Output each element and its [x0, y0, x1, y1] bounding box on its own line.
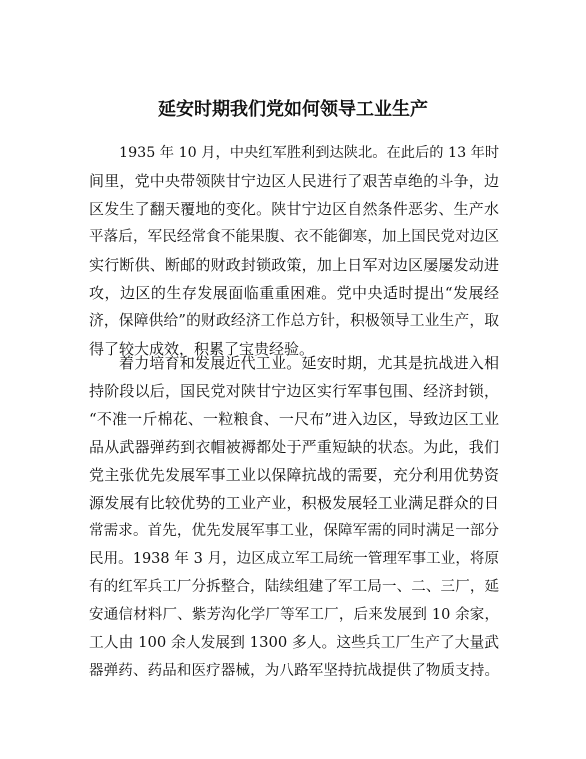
paragraph-line: 有的红军兵工厂分拆整合，陆续组建了军工局一、二、三厂，延: [89, 579, 499, 595]
paragraph-line: 器弹药、药品和医疗器械，为八路军坚持抗战提供了物质支持。: [89, 663, 499, 679]
paragraph-line: 1935 年 10 月，中央红军胜利到达陕北。在此后的 13 年时: [119, 145, 500, 161]
paragraph-1: [89, 139, 499, 363]
paragraph-line: 平落后，军民经常食不能果腹、衣不能御寒，加上国民党对边区: [89, 229, 499, 245]
paragraph-line: 持阶段以后，国民党对陕甘宁边区实行军事包围、经济封锁，: [89, 382, 499, 400]
paragraph-line: 党主张优先发展军事工业以保障抗战的需要，充分利用优势资: [89, 466, 499, 484]
paragraph-line: 常需求。首先，优先发展军事工业，保障军需的同时满足一部分: [89, 523, 499, 539]
paragraph-line: “不准一斤棉花、一粒粮食、一尺布”进入边区，导致边区工业: [89, 410, 499, 428]
paragraph-line: 着力培育和发展近代工业。延安时期，尤其是抗战进入相: [119, 354, 499, 372]
document-title: 延安时期我们党如何领导工业生产: [158, 99, 428, 120]
paragraph-line: 源发展有比较优势的工业产业，积极发展轻工业满足群众的日: [89, 494, 499, 512]
paragraph-line: 民用。1938 年 3 月，边区成立军工局统一管理军事工业，将原: [89, 551, 499, 567]
paragraph-line: 攻，边区的生存发展面临重重困难。党中央适时提出“发展经: [89, 284, 499, 302]
paragraph-2: [89, 349, 499, 685]
paragraph-line: 实行断供、断邮的财政封锁政策，加上日军对边区屡屡发动进: [89, 256, 499, 274]
paragraph-line: 间里，党中央带领陕甘宁边区人民进行了艰苦卓绝的斗争，边: [89, 172, 499, 190]
paragraph-line: 安通信材料厂、紫芳沟化学厂等军工厂，后来发展到 10 余家，: [89, 607, 499, 623]
paragraph-line: 得了较大成效，积累了宝贵经验。: [89, 340, 315, 358]
paragraph-line: 品从武器弹药到衣帽被褥都处于严重短缺的状态。为此，我们: [89, 438, 499, 456]
paragraph-line: 济，保障供给”的财政经济工作总方针，积极领导工业生产，取: [89, 312, 499, 329]
paragraph-line: 区发生了翻天覆地的变化。陕甘宁边区自然条件恶劣、生产水: [89, 200, 499, 218]
paragraph-line: 工人由 100 余人发展到 1300 多人。这些兵工厂生产了大量武: [89, 634, 499, 651]
